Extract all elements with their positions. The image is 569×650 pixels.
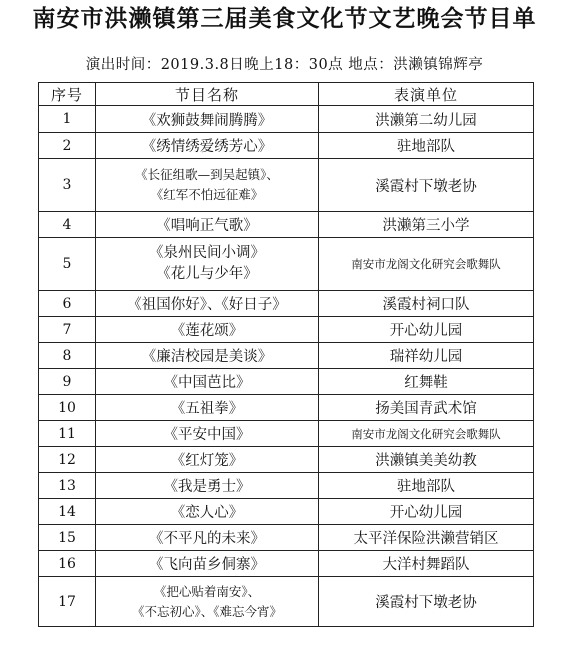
program-cell (96, 238, 319, 291)
page-title: 南安市洪濑镇第三届美食文化节文艺晚会节目单 (32, 6, 537, 32)
seq-cell: 3 (39, 159, 96, 212)
program-line: 《红军不怕远征难》 (150, 187, 264, 202)
column-header-performer: 表演单位 (319, 83, 534, 106)
seq-cell: 10 (39, 395, 96, 421)
column-header-seq: 序号 (39, 83, 96, 106)
seq-cell: 12 (39, 447, 96, 473)
program-line: 《把心贴着南安》、 (153, 583, 261, 599)
performer-cell: 南安市龙阁文化研究会歌舞队 (319, 421, 534, 447)
performer-cell: 溪霞村下墩老协 (319, 159, 534, 212)
seq-cell: 16 (39, 551, 96, 577)
table-row (39, 499, 534, 525)
table-row (39, 447, 534, 473)
program-line: 《长征组歌—到吴起镇》、 (135, 167, 279, 182)
performer-cell: 驻地部队 (319, 133, 534, 159)
table-row (39, 133, 534, 159)
seq-cell: 6 (39, 291, 96, 317)
performer-cell: 大洋村舞蹈队 (319, 551, 534, 577)
seq-cell: 15 (39, 525, 96, 551)
table-row (39, 159, 534, 212)
program-cell: 《平安中国》 (96, 421, 319, 447)
program-line: 《不忘初心》、《难忘今宵》 (131, 603, 282, 619)
seq-cell: 1 (39, 106, 96, 133)
seq-cell: 17 (39, 577, 96, 627)
seq-cell: 14 (39, 499, 96, 525)
seq-cell: 11 (39, 421, 96, 447)
table-row (39, 238, 534, 291)
program-cell: 《不平凡的未来》 (96, 525, 319, 551)
performer-cell: 南安市龙阁文化研究会歌舞队 (319, 238, 534, 291)
program-cell: 《恋人心》 (96, 499, 319, 525)
performer-cell: 瑞祥幼儿园 (319, 343, 534, 369)
table-row (39, 395, 534, 421)
table-row (39, 369, 534, 395)
seq-cell: 13 (39, 473, 96, 499)
performer-cell: 洪濑第三小学 (319, 212, 534, 238)
performer-cell: 驻地部队 (319, 473, 534, 499)
table-row (39, 212, 534, 238)
program-cell: 《唱响正气歌》 (96, 212, 319, 238)
program-cell (96, 159, 319, 212)
program-cell (96, 577, 319, 627)
program-line: 《泉州民间小调》 (149, 245, 265, 261)
seq-cell: 5 (39, 238, 96, 291)
table-row (39, 577, 534, 627)
table-row (39, 525, 534, 551)
table-row (39, 343, 534, 369)
column-header-program: 节目名称 (96, 83, 319, 106)
table-row (39, 291, 534, 317)
seq-cell: 8 (39, 343, 96, 369)
program-cell: 《飞向苗乡侗寨》 (96, 551, 319, 577)
program-cell: 《我是勇士》 (96, 473, 319, 499)
performer-cell: 红舞鞋 (319, 369, 534, 395)
program-cell: 《红灯笼》 (96, 447, 319, 473)
table-row (39, 421, 534, 447)
performer-cell: 开心幼儿园 (319, 499, 534, 525)
table-row (39, 106, 534, 133)
program-cell: 《莲花颂》 (96, 317, 319, 343)
seq-cell: 2 (39, 133, 96, 159)
program-cell: 《中国芭比》 (96, 369, 319, 395)
program-cell: 《绣情绣爱绣芳心》 (96, 133, 319, 159)
seq-cell: 9 (39, 369, 96, 395)
performer-cell: 洪濑第二幼儿园 (319, 106, 534, 133)
performer-cell: 太平洋保险洪濑营销区 (319, 525, 534, 551)
seq-cell: 4 (39, 212, 96, 238)
program-cell: 《五祖拳》 (96, 395, 319, 421)
performer-cell: 扬美国青武术馆 (319, 395, 534, 421)
performer-cell: 开心幼儿园 (319, 317, 534, 343)
program-table (38, 82, 534, 627)
performer-cell: 洪濑镇美美幼教 (319, 447, 534, 473)
program-cell: 《廉洁校园是美谈》 (96, 343, 319, 369)
program-line: 《花儿与少年》 (156, 266, 258, 282)
program-cell: 《欢狮鼓舞闹腾腾》 (96, 106, 319, 133)
table-row (39, 317, 534, 343)
program-cell: 《祖国你好》、《好日子》 (96, 291, 319, 317)
performer-cell: 溪霞村下墩老协 (319, 577, 534, 627)
performance-time-location: 演出时间：2019.3.8日晚上18：30点 地点：洪濑镇锦辉亭 (85, 57, 484, 73)
seq-cell: 7 (39, 317, 96, 343)
table-row (39, 551, 534, 577)
table-row (39, 473, 534, 499)
performer-cell: 溪霞村祠口队 (319, 291, 534, 317)
